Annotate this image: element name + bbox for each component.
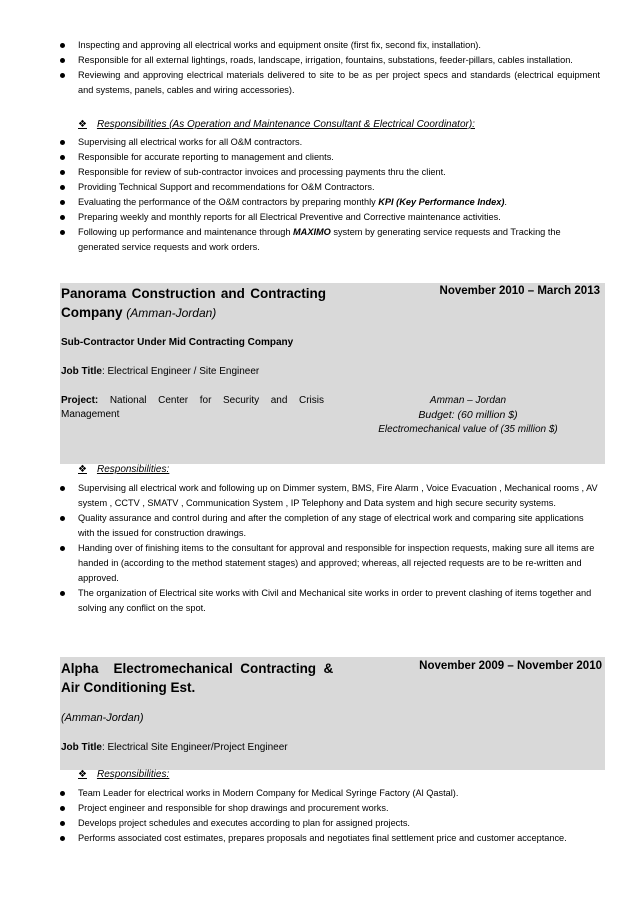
bullet-icon — [60, 200, 65, 205]
bullet-icon — [60, 185, 65, 190]
company-name: Panorama Construction and Contracting Company (Amman-Jordan) — [61, 286, 326, 320]
list-item: Reviewing and approving electrical materials delivered to site to be as per project specs and standards (electrical equipment and systems, panels, cables and wiring accessories). — [60, 68, 600, 98]
job-title: Job Title: Electrical Site Engineer/Project Engineer — [61, 742, 288, 753]
list-item: Quality assurance and control during and after the completion of any stage of electrical work and comparing site applications with the issued for construction drawings. — [60, 511, 600, 541]
bullet-icon — [60, 215, 65, 220]
project-name: Project: National Center for Security and Crisis Management — [61, 395, 324, 420]
list-item: The organization of Electrical site works with Civil and Mechanical site works in order to prevent clashing of items together and solving any conflict on the spot. — [60, 586, 600, 616]
company-location: (Amman-Jordan) — [61, 712, 144, 724]
responsibilities-heading: ❖ Responsibilities: — [78, 769, 170, 780]
panorama-bullet-list — [60, 481, 600, 616]
diamond-bullet-icon: ❖ — [78, 769, 87, 780]
list-item: Supervising all electrical works for all O&M contractors. — [60, 135, 600, 150]
bullet-icon — [60, 546, 65, 551]
bullet-icon — [60, 806, 65, 811]
bullet-icon — [60, 155, 65, 160]
bullet-icon — [60, 836, 65, 841]
alpha-bullet-list — [60, 786, 600, 846]
bullet-icon — [60, 516, 65, 521]
bullet-icon — [60, 591, 65, 596]
diamond-bullet-icon: ❖ — [78, 119, 87, 130]
bullet-icon — [60, 140, 65, 145]
job-title: Job Title: Electrical Engineer / Site Engineer — [61, 366, 260, 377]
om-bullet-list — [60, 135, 600, 255]
electromechanical-value: Electromechanical value of (35 million $) — [378, 424, 558, 435]
responsibilities-heading: ❖ Responsibilities: — [78, 464, 170, 475]
company-name: Alpha Electromechanical Contracting & Air Conditioning Est. — [61, 661, 334, 695]
om-responsibilities-heading: ❖ Responsibilities (As Operation and Maintenance Consultant & Electrical Coordinator): — [78, 119, 475, 130]
list-item: Develops project schedules and executes according to plan for assigned projects. — [60, 816, 600, 831]
bullet-icon — [60, 791, 65, 796]
subcontractor-label: Sub-Contractor Under Mid Contracting Company — [61, 337, 294, 348]
list-item: Supervising all electrical work and following up on Dimmer system, BMS, Fire Alarm , Voice Evacuation , Mechanical rooms , AV system , CCTV , SMATV , Communication System , IP Telephony and Data system and high secure security systems. — [60, 481, 600, 511]
list-item: Responsible for accurate reporting to management and clients. — [60, 150, 600, 165]
list-item: Inspecting and approving all electrical works and equipment onsite (first fix, second fix, installation). — [60, 38, 600, 53]
bullet-icon — [60, 821, 65, 826]
list-item: Handing over of finishing items to the consultant for approval and responsible for inspection requests, making sure all items are handed in (according to the method statement stages) and approved; whereas, all rejected requests are to be re-written and approved. — [60, 541, 600, 586]
inspection-bullet-list — [60, 38, 600, 98]
list-item: Performs associated cost estimates, prepares proposals and negotiates final settlement price and customer acceptance. — [60, 831, 600, 846]
list-item: Responsible for all external lightings, roads, landscape, irrigation, fountains, substations, feeder-pillars, cables installation. — [60, 53, 600, 68]
project-location: Amman – Jordan — [429, 395, 507, 406]
bullet-icon — [60, 230, 65, 235]
bullet-icon — [60, 486, 65, 491]
list-item: Following up performance and maintenance through MAXIMO system by generating service requests and Tracking the generated service requests and work orders. — [60, 225, 600, 255]
diamond-bullet-icon: ❖ — [78, 464, 87, 475]
employment-dates: November 2009 – November 2010 — [419, 660, 602, 672]
bullet-icon — [60, 170, 65, 175]
bullet-icon — [60, 58, 65, 63]
project-budget: Budget: (60 million $) — [418, 409, 518, 421]
bullet-icon — [60, 73, 65, 78]
list-item: Responsible for review of sub-contractor invoices and processing payments thru the client. — [60, 165, 600, 180]
employment-dates: November 2010 – March 2013 — [439, 285, 600, 297]
list-item: Preparing weekly and monthly reports for all Electrical Preventive and Corrective maintenance activities. — [60, 210, 600, 225]
list-item: Evaluating the performance of the O&M contractors by preparing monthly KPI (Key Performance Index). — [60, 195, 600, 210]
bullet-icon — [60, 43, 65, 48]
list-item: Team Leader for electrical works in Modern Company for Medical Syringe Factory (Al Qastal). — [60, 786, 600, 801]
list-item: Project engineer and responsible for shop drawings and procurement works. — [60, 801, 600, 816]
list-item: Providing Technical Support and recommendations for O&M Contractors. — [60, 180, 600, 195]
